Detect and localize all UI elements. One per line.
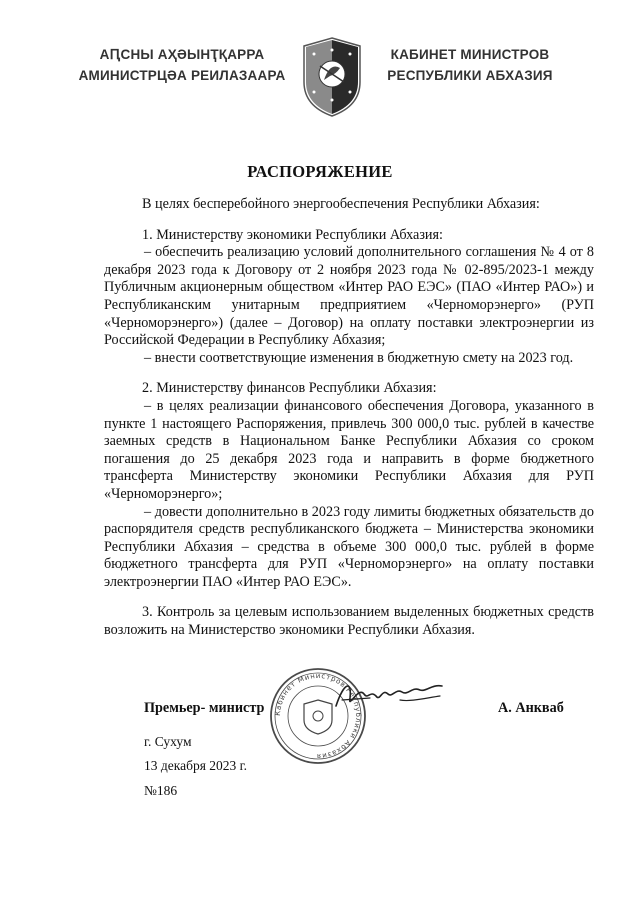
item-1-dash-2: – внести соответствующие изменения в бюджетную смету на 2023 год. xyxy=(144,349,574,366)
document-number: №186 xyxy=(144,783,178,798)
item-2-dash-2: – довести дополнительно в 2023 году лимиты бюджетных обязательств до распорядителя средств республиканского бюджета – Министерства экономики Республики Абхазия – средства в объеме 300 000,0 тыс. рублей в форме бюджетного трансферта для РУП «Черноморэнерго» на оплату поставки электроэнергии ПАО «Интер РАО ЕЭС». xyxy=(104,503,594,590)
document-date: 13 декабря 2023 г. xyxy=(144,758,248,773)
handwritten-signature xyxy=(330,676,448,716)
header-left xyxy=(72,44,292,86)
intro-paragraph: В целях бесперебойного энергообеспечения Республики Абхазия: xyxy=(142,196,540,212)
header-left-line1: АԤСНЫ АҲӘЫНҬҚАРРА xyxy=(99,47,265,62)
document-body xyxy=(104,196,594,640)
coat-of-arms-emblem xyxy=(300,36,364,118)
header-right xyxy=(370,44,570,86)
header-right-line2: РЕСПУБЛИКИ АБХАЗИЯ xyxy=(387,68,553,83)
seal-text: Кабинет Министров Республики Абхазия xyxy=(273,671,363,761)
document-title: РАСПОРЯЖЕНИЕ xyxy=(247,162,393,181)
signatory-name: А. Анкваб xyxy=(498,700,564,716)
place: г. Сухум xyxy=(144,734,192,749)
item-1-dash-1: – обеспечить реализацию условий дополнительного соглашения № 4 от 8 декабря 2023 года к Договору от 2 ноября 2023 года № 02-895/2023-1 между Публичным акционерным обществом «Интер РАО ЕЭС» (ПАО «Интер РАО») и Республиканским унитарным предприятием «Черноморэнерго» (РУП «Черноморэнерго») (далее – Договор) на оплату поставки электроэнергии из Российской Федерации в Республику Абхазия; xyxy=(104,244,594,349)
header-right-line1: КАБИНЕТ МИНИСТРОВ xyxy=(390,47,550,62)
item-2-dash-1: – в целях реализации финансового обеспечения Договора, указанного в пункте 1 настоящего Распоряжения, привлечь 300 000,0 тыс. рублей в качестве заемных средств в Национальном Банке Республики Абхазия со сроком погашения до 25 декабря 2023 года и направить в форме бюджетного трансферта Министерству экономики Республики Абхазия для РУП «Черноморэнерго»; xyxy=(104,397,594,502)
item-2-heading: 2. Министерству финансов Республики Абхазия: xyxy=(142,380,437,397)
item-3-paragraph: 3. Контроль за целевым использованием выделенных бюджетных средств возложить на Министерство экономики Республики Абхазия. xyxy=(104,604,594,639)
signatory-position: Премьер- министр xyxy=(144,700,265,716)
header-left-line2: АМИНИСТРЦӘА РЕИЛАЗААРА xyxy=(78,68,286,83)
item-1-heading: 1. Министерству экономики Республики Абхазия: xyxy=(142,226,443,243)
